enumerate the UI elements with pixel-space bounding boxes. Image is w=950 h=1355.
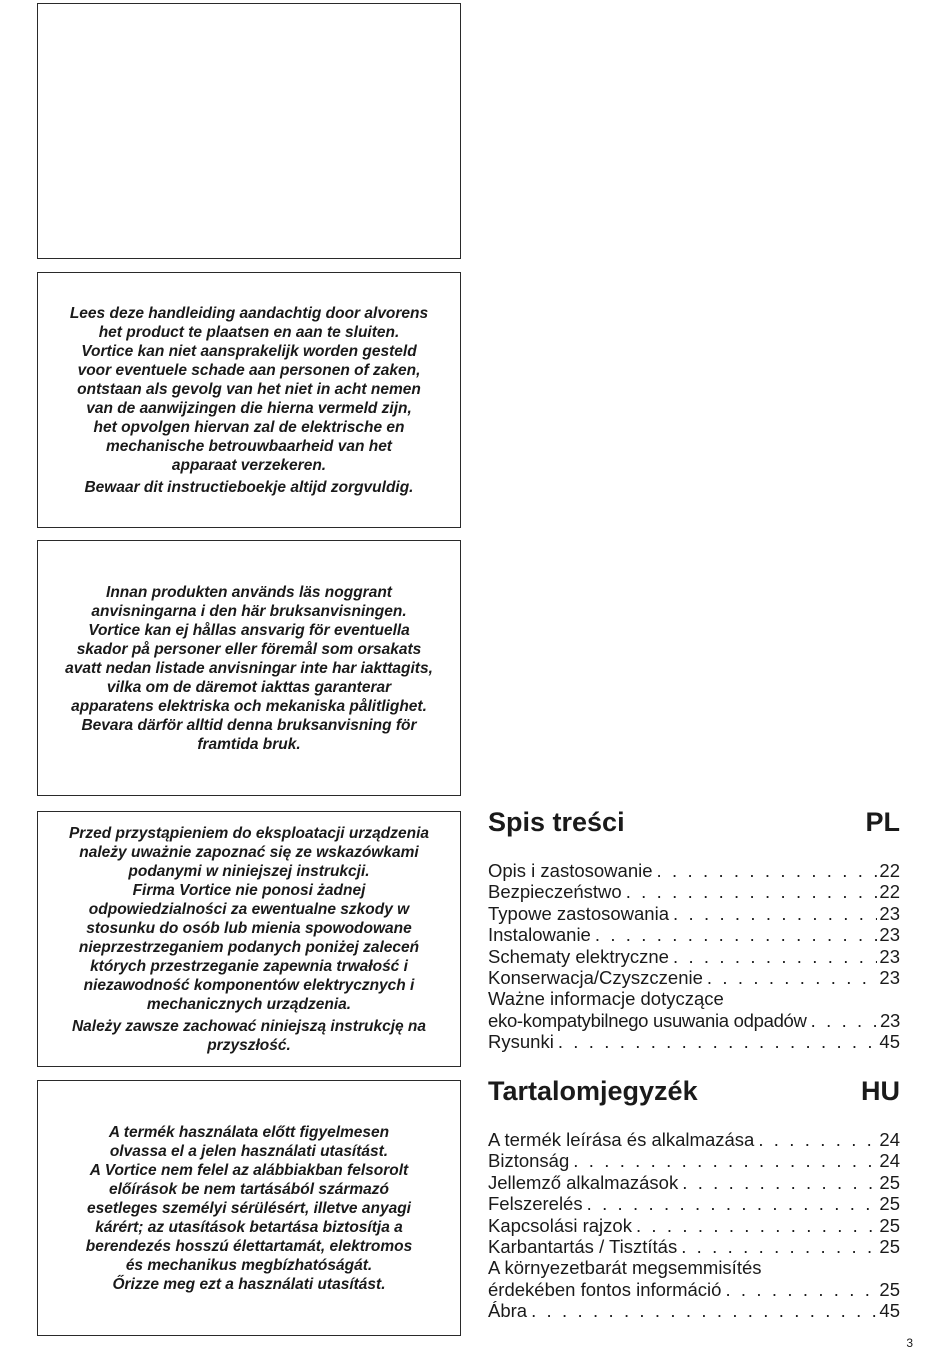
toc-entry-label: Biztonság	[488, 1150, 570, 1172]
toc-entry-label: Bezpieczeństwo	[488, 881, 622, 903]
toc-entry-page: 23	[879, 945, 900, 967]
notice-line: mechanicznych urządzenia.	[146, 995, 352, 1013]
notice-line: van de aanwijzingen die hierna vermeld zijn,	[86, 399, 412, 417]
toc-pl-title: Spis treści	[488, 807, 625, 837]
toc-entry[interactable]	[488, 1193, 900, 1214]
notice-line: anvisningarna i den här bruksanvisningen.	[91, 602, 407, 620]
toc-leader	[657, 860, 878, 881]
toc-leader	[707, 967, 878, 988]
toc-leader	[595, 924, 878, 945]
toc-entry[interactable]	[488, 1010, 900, 1031]
notice-line: podanymi w niniejszej instrukcji.	[128, 862, 370, 880]
notice-line: mechanische betrouwbaarheid van het	[106, 437, 392, 455]
toc-entry[interactable]	[488, 1236, 900, 1257]
toc-entry[interactable]	[488, 967, 900, 988]
toc-entry-page: 24	[879, 1129, 900, 1150]
toc-entry-label: A termék leírása és alkalmazása	[488, 1129, 755, 1150]
toc-entry[interactable]	[488, 1300, 900, 1321]
notice-box-pl	[37, 811, 461, 1067]
toc-entry-label: eko-kompatybilnego usuwania odpadów	[488, 1009, 807, 1031]
toc-entry-page: 25	[879, 1193, 900, 1215]
toc-entry-label[interactable]: Ważne informacje dotyczące	[488, 988, 724, 1010]
toc-entry[interactable]	[488, 1031, 900, 1052]
toc-entry-label: Felszerelés	[488, 1193, 583, 1215]
notice-line: kárért; az utasítások betartása biztosítja a	[95, 1218, 403, 1236]
toc-leader	[682, 1172, 877, 1193]
notice-line: Vortice kan niet aansprakelijk worden gesteld	[81, 342, 417, 360]
notice-line: het product te plaatsen en aan te sluiten.	[98, 323, 400, 341]
toc-leader	[573, 1150, 877, 1171]
toc-entry-page: 23	[880, 1009, 900, 1031]
notice-line: olvassa el a jelen használati utasítást.	[109, 1142, 389, 1160]
notice-text-sv	[61, 583, 437, 754]
toc-entry[interactable]	[488, 881, 900, 902]
notice-line: Firma Vortice nie ponosi żadnej	[132, 881, 366, 899]
toc-entry-label: Ábra	[488, 1300, 528, 1322]
toc-entry[interactable]	[488, 860, 900, 881]
toc-entry-label: Jellemző alkalmazások	[488, 1171, 679, 1193]
toc-leader	[673, 903, 877, 924]
toc-entry-label: Opis i zastosowanie	[488, 860, 653, 881]
toc-hu-lang: HU	[861, 1076, 900, 1106]
notice-line: avatt nedan listade anvisningar inte har iakttagits,	[65, 659, 433, 677]
notice-text-hu	[82, 1123, 416, 1294]
toc-entry-page: 23	[879, 967, 900, 989]
toc-entry[interactable]	[488, 1129, 900, 1150]
notice-line: het opvolgen hiervan zal de elektrische en	[93, 418, 405, 436]
toc-entry[interactable]	[488, 1279, 900, 1300]
toc-entry-page: 23	[879, 902, 900, 924]
toc-leader	[725, 1279, 877, 1300]
notice-line: Bevara därför alltid denna bruksanvisning för	[81, 716, 417, 734]
page-number: 3	[906, 1336, 913, 1350]
notice-line: skador på personer eller föremål som orsakats	[76, 640, 422, 658]
toc-entry-label[interactable]: A környezetbarát megsemmisítés	[488, 1257, 762, 1279]
notice-line: których przestrzeganie zapewnia trwałość i	[90, 957, 408, 975]
toc-hu-heading	[488, 1075, 900, 1107]
toc-entry-label: Instalowanie	[488, 924, 591, 946]
toc-entry-page: 22	[879, 881, 900, 903]
toc-leader	[681, 1236, 877, 1257]
toc-hu	[488, 1075, 900, 1322]
toc-entry[interactable]	[488, 1215, 900, 1236]
notice-line: A termék használata előtt figyelmesen	[108, 1123, 390, 1141]
toc-entry-page: 45	[879, 1031, 900, 1053]
notice-box-nl	[37, 272, 461, 528]
toc-entry-page: 23	[879, 924, 900, 946]
toc-entry-page: 25	[879, 1278, 900, 1300]
notice-line: Lees deze handleiding aandachtig door alvorens	[69, 304, 429, 322]
notice-line: Innan produkten används läs noggrant	[106, 583, 392, 601]
notice-line: należy uważnie zapoznać się ze wskazówkami	[79, 843, 419, 861]
toc-entry[interactable]	[488, 924, 900, 945]
notice-text-pl	[65, 824, 433, 1055]
toc-leader	[531, 1300, 877, 1321]
notice-line: Należy zawsze zachować niniejszą instrukcję na	[71, 1017, 427, 1035]
toc-entry-page: 24	[879, 1150, 900, 1172]
notice-line: Przed przystąpieniem do eksploatacji urządzenia	[68, 824, 430, 842]
toc-entry-label: Kapcsolási rajzok	[488, 1214, 632, 1236]
notice-line: vilka om de däremot iakttas garanterar	[106, 678, 392, 696]
toc-entry-label: Typowe zastosowania	[488, 902, 669, 924]
notice-line: Bewaar dit instructieboekje altijd zorgvuldig.	[84, 478, 414, 496]
notice-line: framtida bruk.	[197, 735, 301, 753]
toc-pl-heading	[488, 806, 900, 838]
toc-hu-title: Tartalomjegyzék	[488, 1076, 698, 1106]
notice-line: nieprzestrzeganiem podanych poniżej zaleceń	[78, 938, 420, 956]
toc-leader	[636, 1215, 877, 1236]
toc-entry-label: Karbantartás / Tisztítás	[488, 1236, 678, 1258]
toc-entry[interactable]	[488, 903, 900, 924]
toc-entry-page: 45	[879, 1300, 900, 1322]
notice-line: apparaat verzekeren.	[171, 456, 327, 474]
notice-line: Vortice kan ej hållas ansvarig för eventuella	[88, 621, 410, 639]
notice-line: odpowiedzialności za ewentualne szkody w	[88, 900, 410, 918]
empty-notice-box	[37, 3, 461, 259]
toc-entry[interactable]	[488, 1150, 900, 1171]
notice-line: előírások be nem tartásából származó	[109, 1180, 389, 1198]
toc-entry-page: 25	[879, 1236, 900, 1258]
notice-line: apparatens elektriska och mekaniska pålitlighet.	[71, 697, 427, 715]
toc-leader	[673, 946, 877, 967]
toc-entry-label: Konserwacja/Czyszczenie	[488, 967, 703, 989]
toc-entry-label: érdekében fontos információ	[488, 1278, 722, 1300]
notice-line: voor eventuele schade aan personen of zaken,	[77, 361, 421, 379]
notice-line: niezawodność komponentów elektrycznych i	[83, 976, 415, 994]
toc-entry-label: Rysunki	[488, 1031, 554, 1053]
notice-text-nl	[66, 304, 432, 497]
toc-pl	[488, 806, 900, 1053]
toc-entry[interactable]	[488, 946, 900, 967]
notice-line: A Vortice nem felel az alábbiakban felsorolt	[89, 1161, 409, 1179]
notice-line: przyszłość.	[207, 1036, 291, 1054]
notice-box-sv	[37, 540, 461, 796]
notice-line: berendezés hosszú élettartamát, elektromos	[85, 1237, 413, 1255]
toc-entry-page: 25	[879, 1214, 900, 1236]
toc-leader	[587, 1193, 878, 1214]
notice-line: és mechanikus megbízhatóságát.	[125, 1256, 373, 1274]
toc-leader	[758, 1129, 877, 1150]
notice-line: Őrizze meg ezt a használati utasítást.	[112, 1275, 386, 1293]
toc-leader	[811, 1010, 878, 1031]
notice-line: esetleges személyi sérülésért, illetve anyagi	[87, 1199, 411, 1217]
toc-entry[interactable]	[488, 1172, 900, 1193]
toc-leader	[558, 1031, 878, 1052]
toc-pl-lang: PL	[865, 807, 900, 837]
toc-leader	[626, 881, 878, 902]
notice-line: ontstaan als gevolg van het niet in acht nemen	[77, 380, 421, 398]
notice-box-hu	[37, 1080, 461, 1336]
toc-entry-label: Schematy elektryczne	[488, 945, 669, 967]
toc-entry-page: 25	[879, 1171, 900, 1193]
notice-line: stosunku do osób lub mienia spowodowane	[86, 919, 412, 937]
toc-entry-page: 22	[879, 860, 900, 881]
